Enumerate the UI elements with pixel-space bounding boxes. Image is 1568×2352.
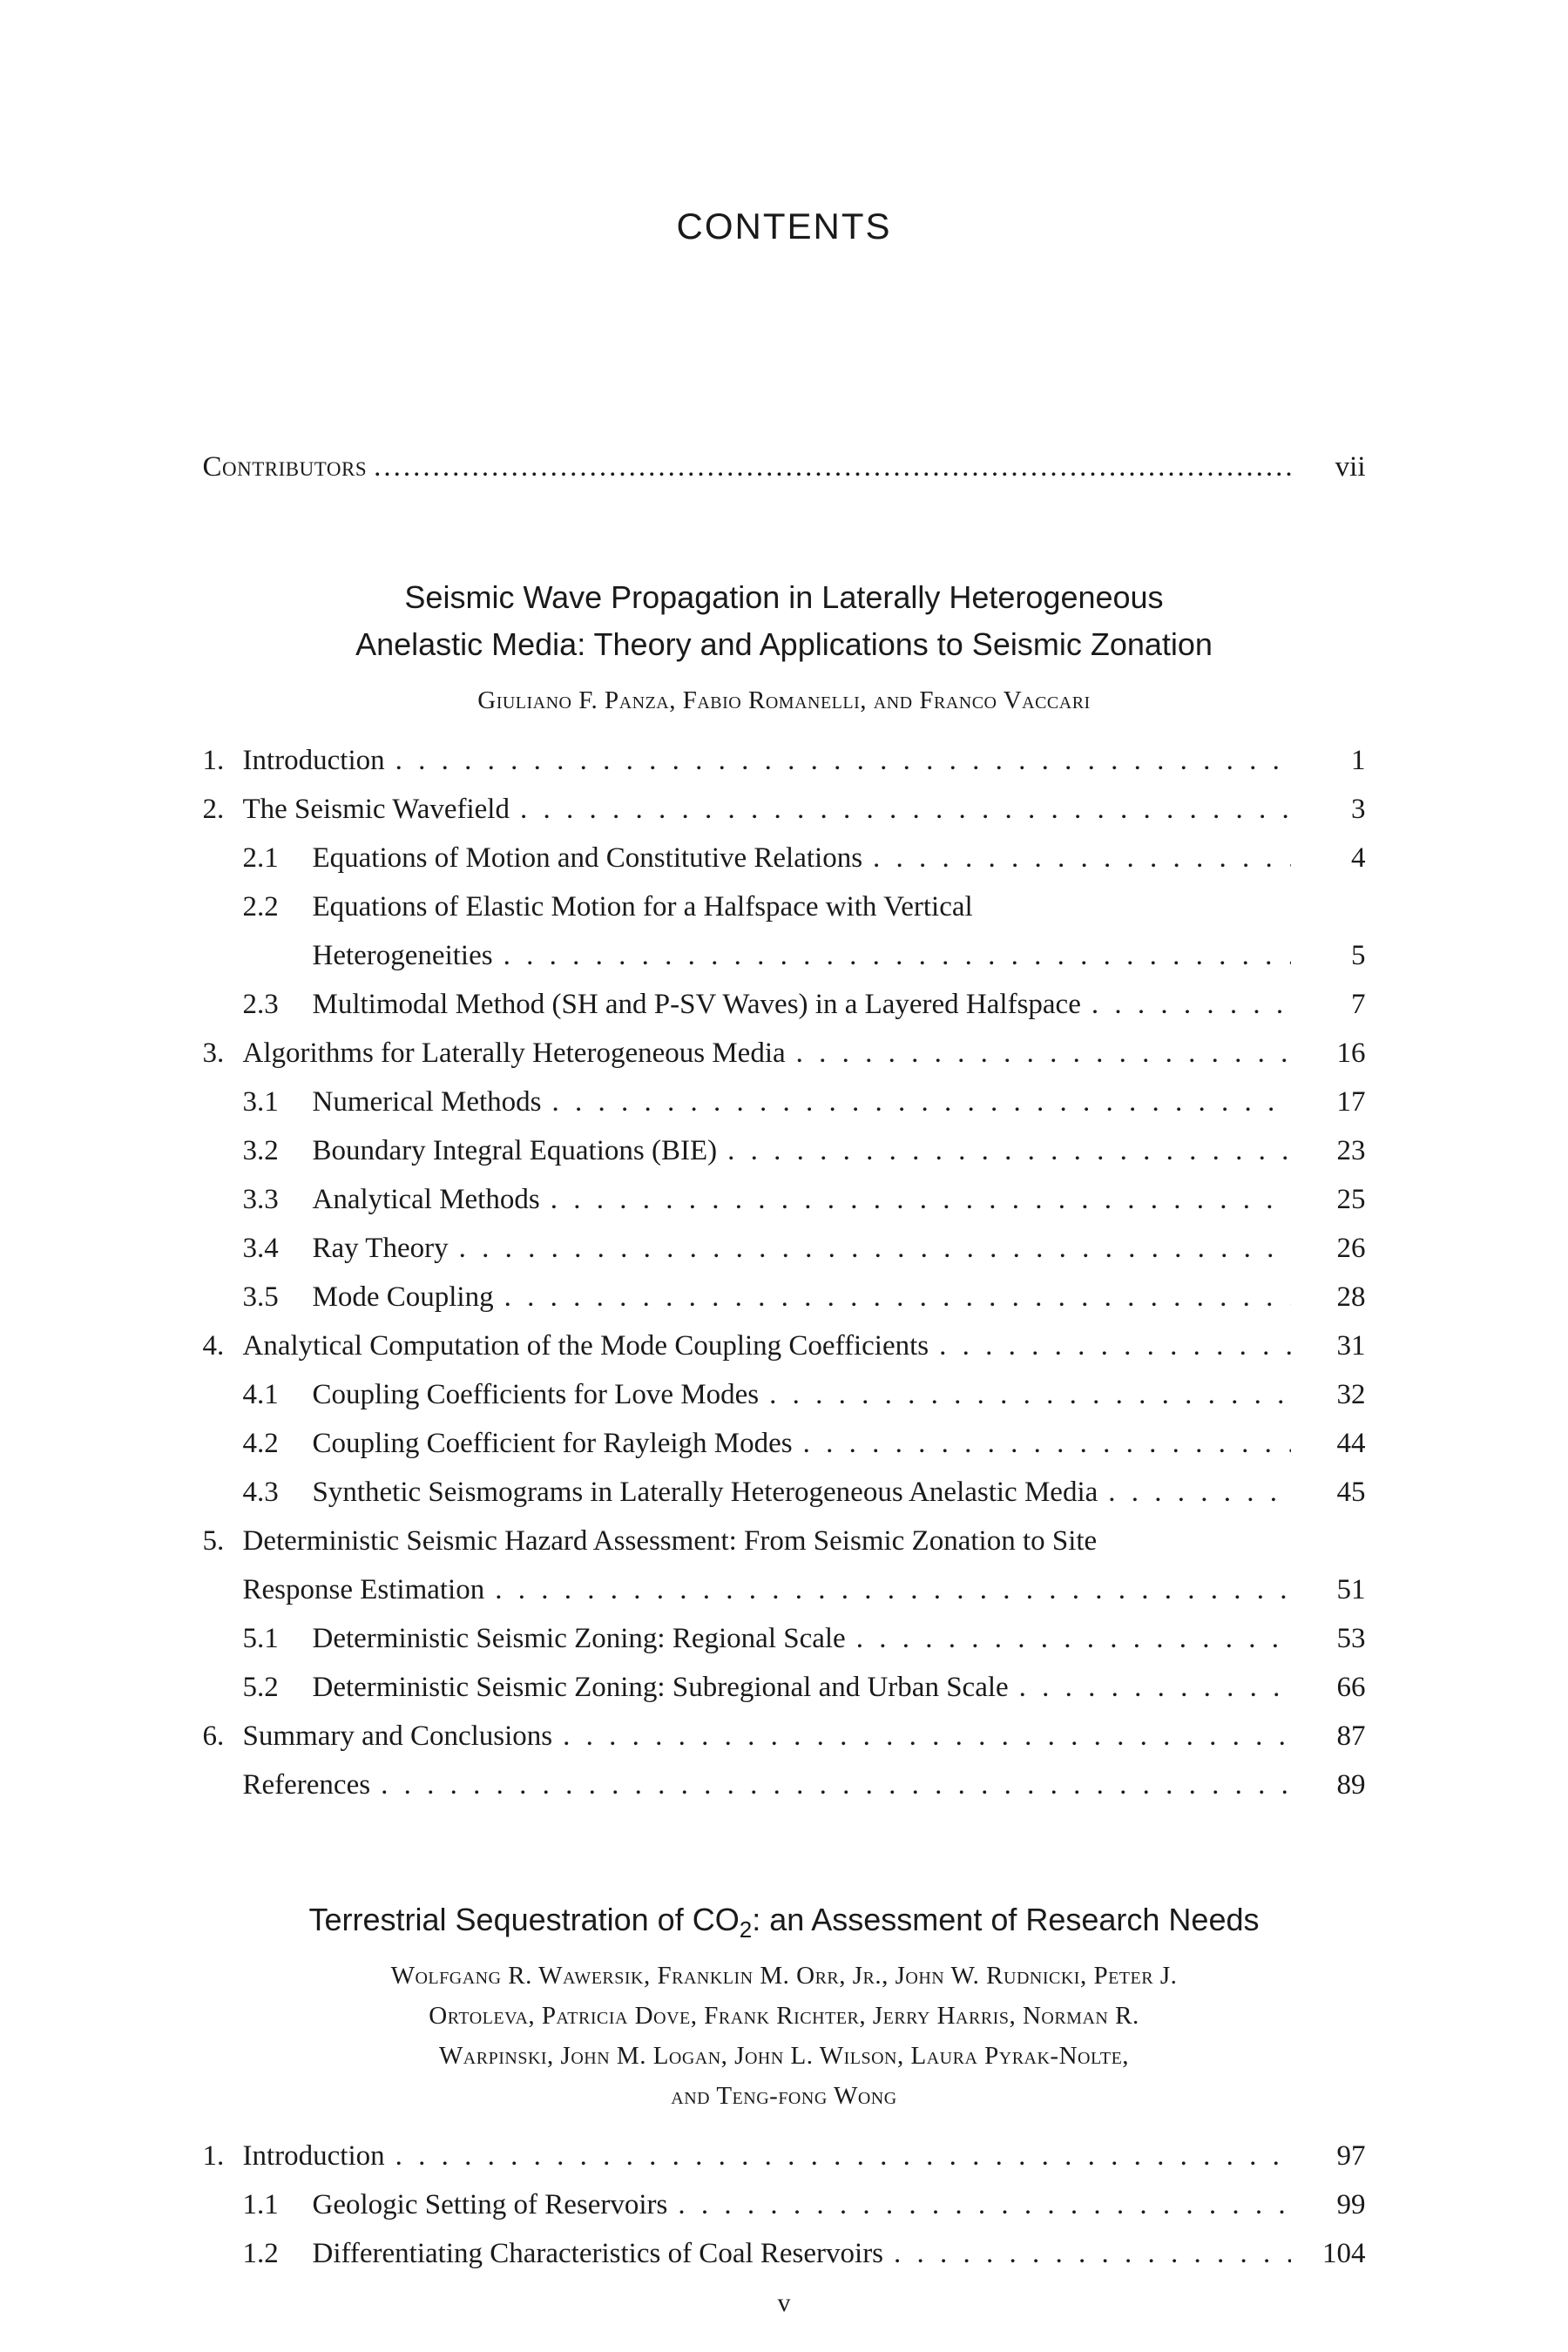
toc-entry bbox=[203, 1273, 1366, 1321]
toc-entry bbox=[203, 1175, 1366, 1224]
chapter2-authors bbox=[203, 1956, 1366, 2116]
toc-entry bbox=[203, 1224, 1366, 1273]
toc-entry bbox=[203, 931, 1366, 980]
toc-entry-number: 1. bbox=[202, 2140, 225, 2172]
chapter2-authors-line4: and Teng-fong Wong bbox=[671, 2082, 897, 2110]
toc-entry-number: 3.5 bbox=[242, 1281, 279, 1313]
toc-entry-title: Deterministic Seismic Zoning: Regional Scale bbox=[312, 1623, 846, 1654]
leader-dots bbox=[1108, 1468, 1290, 1517]
toc-entry-page: 17 bbox=[1336, 1086, 1366, 1118]
toc-entry-number: 1.1 bbox=[242, 2189, 279, 2220]
toc-entry-page: 5 bbox=[1351, 940, 1366, 971]
toc-entry-number: 6. bbox=[202, 1720, 225, 1752]
toc-entry-number: 4.3 bbox=[242, 1477, 279, 1508]
toc-entry-number: 3. bbox=[202, 1037, 225, 1069]
leader-dots bbox=[552, 1078, 1291, 1126]
toc-entry-page: 51 bbox=[1336, 1574, 1366, 1605]
toc-entry-number: 5.1 bbox=[242, 1623, 279, 1654]
toc-entry bbox=[203, 1614, 1366, 1663]
leader-dots bbox=[395, 736, 1291, 785]
toc-entry bbox=[203, 1419, 1366, 1468]
toc-entry-title: Deterministic Seismic Hazard Assessment: From Seismic Zonation to Site bbox=[242, 1525, 1098, 1557]
toc-entry-page: 97 bbox=[1336, 2140, 1366, 2172]
toc-entry-title: Synthetic Seismograms in Laterally Heterogeneous Anelastic Media bbox=[312, 1477, 1098, 1508]
toc-entry-title: Introduction bbox=[242, 745, 385, 776]
toc-chapter1 bbox=[203, 736, 1366, 1809]
toc-entry-title: Coupling Coefficient for Rayleigh Modes bbox=[312, 1428, 793, 1459]
toc-entry bbox=[203, 980, 1366, 1029]
folio-page-number: v bbox=[777, 2288, 791, 2317]
toc-entry-title: Heterogeneities bbox=[312, 940, 493, 971]
contributors-row bbox=[203, 447, 1366, 487]
toc-entry-page: 66 bbox=[1336, 1672, 1366, 1703]
leader-dots bbox=[395, 2132, 1291, 2180]
chapter1-title-line1: Seismic Wave Propagation in Laterally Heterogeneous bbox=[404, 579, 1164, 615]
toc-entry-page: 26 bbox=[1336, 1233, 1366, 1264]
toc-entry-page: 23 bbox=[1336, 1135, 1366, 1166]
contributors-label: Contributors bbox=[202, 451, 368, 483]
toc-entry bbox=[203, 834, 1366, 882]
toc-entry bbox=[203, 1712, 1366, 1761]
toc-entry-page: 104 bbox=[1322, 2238, 1366, 2269]
chapter1-title bbox=[203, 574, 1366, 668]
toc-entry-title: Summary and Conclusions bbox=[242, 1720, 553, 1752]
toc-entry-page: 3 bbox=[1351, 794, 1366, 825]
toc-entry-number: 3.1 bbox=[242, 1086, 279, 1118]
toc-entry-page: 16 bbox=[1336, 1037, 1366, 1069]
leader-dots bbox=[495, 1565, 1290, 1614]
chapter2-title bbox=[203, 1896, 1366, 1943]
chapter2-authors-line3: Warpinski, John M. Logan, John L. Wilson, Laura Pyrak-Nolte, bbox=[438, 2042, 1130, 2070]
toc-entry-number: 2.1 bbox=[242, 842, 279, 874]
toc-entry bbox=[203, 1370, 1366, 1419]
toc-entry-number: 2.2 bbox=[242, 891, 279, 923]
toc-entry-title: Multimodal Method (SH and P-SV Waves) in a Layered Halfspace bbox=[312, 989, 1081, 1020]
toc-entry-page: 44 bbox=[1336, 1428, 1366, 1459]
leader-dots bbox=[1092, 980, 1291, 1029]
toc-entry-title: Differentiating Characteristics of Coal Reservoirs bbox=[312, 2238, 884, 2269]
toc-entry-title: Coupling Coefficients for Love Modes bbox=[312, 1379, 760, 1410]
toc-entry-title: Analytical Computation of the Mode Coupling Coefficients bbox=[242, 1330, 929, 1362]
leader-dots bbox=[504, 931, 1291, 980]
toc-entry-page: 31 bbox=[1336, 1330, 1366, 1362]
toc-entry bbox=[203, 785, 1366, 834]
toc-entry-page: 28 bbox=[1336, 1281, 1366, 1313]
chapter2-title-pre: Terrestrial Sequestration of CO bbox=[308, 1902, 740, 1937]
toc-entry bbox=[203, 1078, 1366, 1126]
toc-entry-page: 32 bbox=[1336, 1379, 1366, 1410]
toc-entry-number: 5.2 bbox=[242, 1672, 279, 1703]
leader-dots bbox=[381, 1761, 1290, 1809]
leader-dots bbox=[856, 1614, 1291, 1663]
toc-entry bbox=[203, 882, 1366, 931]
toc-entry-number: 3.2 bbox=[242, 1135, 279, 1166]
toc-entry-number: 3.3 bbox=[242, 1184, 279, 1215]
chapter2-title-subscript: 2 bbox=[739, 1916, 753, 1943]
leader-dots bbox=[504, 1273, 1291, 1321]
leader-dots bbox=[894, 2229, 1290, 2278]
leader-dots bbox=[563, 1712, 1290, 1761]
toc-entry-page: 99 bbox=[1336, 2189, 1366, 2220]
chapter2-authors-line2: Ortoleva, Patricia Dove, Frank Richter, Jerry Harris, Norman R. bbox=[429, 2002, 1139, 2030]
toc-entry-title: Introduction bbox=[242, 2140, 385, 2172]
leader-dots bbox=[551, 1175, 1291, 1224]
toc-entry-page: 45 bbox=[1336, 1477, 1366, 1508]
toc-entry-page: 4 bbox=[1351, 842, 1366, 874]
toc-entry bbox=[203, 1468, 1366, 1517]
toc-entry-number: 2.3 bbox=[242, 989, 279, 1020]
leader-dots bbox=[873, 834, 1290, 882]
toc-entry-number: 4.2 bbox=[242, 1428, 279, 1459]
toc-entry-title: Analytical Methods bbox=[312, 1184, 540, 1215]
toc-entry-page: 89 bbox=[1336, 1769, 1366, 1801]
toc-entry-title: Boundary Integral Equations (BIE) bbox=[312, 1135, 718, 1166]
toc-entry-page: 7 bbox=[1351, 989, 1366, 1020]
toc-entry-title: Algorithms for Laterally Heterogeneous Media bbox=[242, 1037, 786, 1069]
toc-entry bbox=[203, 1126, 1366, 1175]
toc-entry-title: Equations of Motion and Constitutive Relations bbox=[312, 842, 863, 874]
toc-entry-title: Geologic Setting of Reservoirs bbox=[312, 2189, 668, 2220]
toc-entry-title: Ray Theory bbox=[312, 1233, 449, 1264]
toc-entry-number: 3.4 bbox=[242, 1233, 279, 1264]
leader-dots bbox=[803, 1419, 1291, 1468]
toc-entry bbox=[203, 1029, 1366, 1078]
leader-dots bbox=[769, 1370, 1290, 1419]
page-content bbox=[203, 205, 1366, 2318]
toc-entry bbox=[203, 1761, 1366, 1809]
leader-dots bbox=[520, 785, 1291, 834]
toc-entry bbox=[203, 736, 1366, 785]
toc-entry-number: 1.2 bbox=[242, 2238, 279, 2269]
leader-dots bbox=[939, 1321, 1290, 1370]
toc-entry-number: 4. bbox=[202, 1330, 225, 1362]
toc-entry bbox=[203, 2229, 1366, 2278]
chapter1-title-line2: Anelastic Media: Theory and Applications to Seismic Zonation bbox=[355, 626, 1213, 662]
page-title: CONTENTS bbox=[676, 206, 892, 247]
toc-entry-number: 2. bbox=[202, 794, 225, 825]
leader-dots bbox=[678, 2180, 1290, 2229]
toc-chapter2 bbox=[203, 2132, 1366, 2278]
toc-entry-title: Response Estimation bbox=[242, 1574, 485, 1605]
chapter1-authors: Giuliano F. Panza, Fabio Romanelli, and Franco Vaccari bbox=[477, 686, 1091, 714]
toc-entry-page: 1 bbox=[1351, 745, 1366, 776]
toc-entry bbox=[203, 1663, 1366, 1712]
toc-entry-title: Mode Coupling bbox=[312, 1281, 494, 1313]
leader-dots bbox=[796, 1029, 1291, 1078]
leader-dots bbox=[1019, 1663, 1291, 1712]
toc-entry bbox=[203, 2180, 1366, 2229]
toc-entry-title: References bbox=[242, 1769, 371, 1801]
chapter2-authors-line1: Wolfgang R. Wawersik, Franklin M. Orr, Jr., John W. Rudnicki, Peter J. bbox=[390, 1962, 1178, 1990]
leader-dots bbox=[727, 1126, 1290, 1175]
toc-entry bbox=[203, 1321, 1366, 1370]
toc-entry-title: Equations of Elastic Motion for a Halfspace with Vertical bbox=[312, 891, 973, 923]
toc-entry-title: Numerical Methods bbox=[312, 1086, 542, 1118]
toc-entry-title: The Seismic Wavefield bbox=[242, 794, 510, 825]
contributors-page-number: vii bbox=[1335, 451, 1366, 483]
toc-entry-title: Deterministic Seismic Zoning: Subregional and Urban Scale bbox=[312, 1672, 1009, 1703]
toc-entry-number: 4.1 bbox=[242, 1379, 279, 1410]
toc-entry bbox=[203, 1565, 1366, 1614]
toc-entry-page: 53 bbox=[1336, 1623, 1366, 1654]
toc-entry-number: 1. bbox=[202, 745, 225, 776]
toc-entry-page: 87 bbox=[1336, 1720, 1366, 1752]
toc-entry bbox=[203, 2132, 1366, 2180]
toc-entry-page: 25 bbox=[1336, 1184, 1366, 1215]
leader-dots bbox=[459, 1224, 1291, 1273]
chapter2-title-post: : an Assessment of Research Needs bbox=[752, 1902, 1260, 1937]
toc-entry bbox=[203, 1517, 1366, 1565]
toc-entry-number: 5. bbox=[202, 1525, 225, 1557]
leader-dots bbox=[374, 447, 1290, 487]
